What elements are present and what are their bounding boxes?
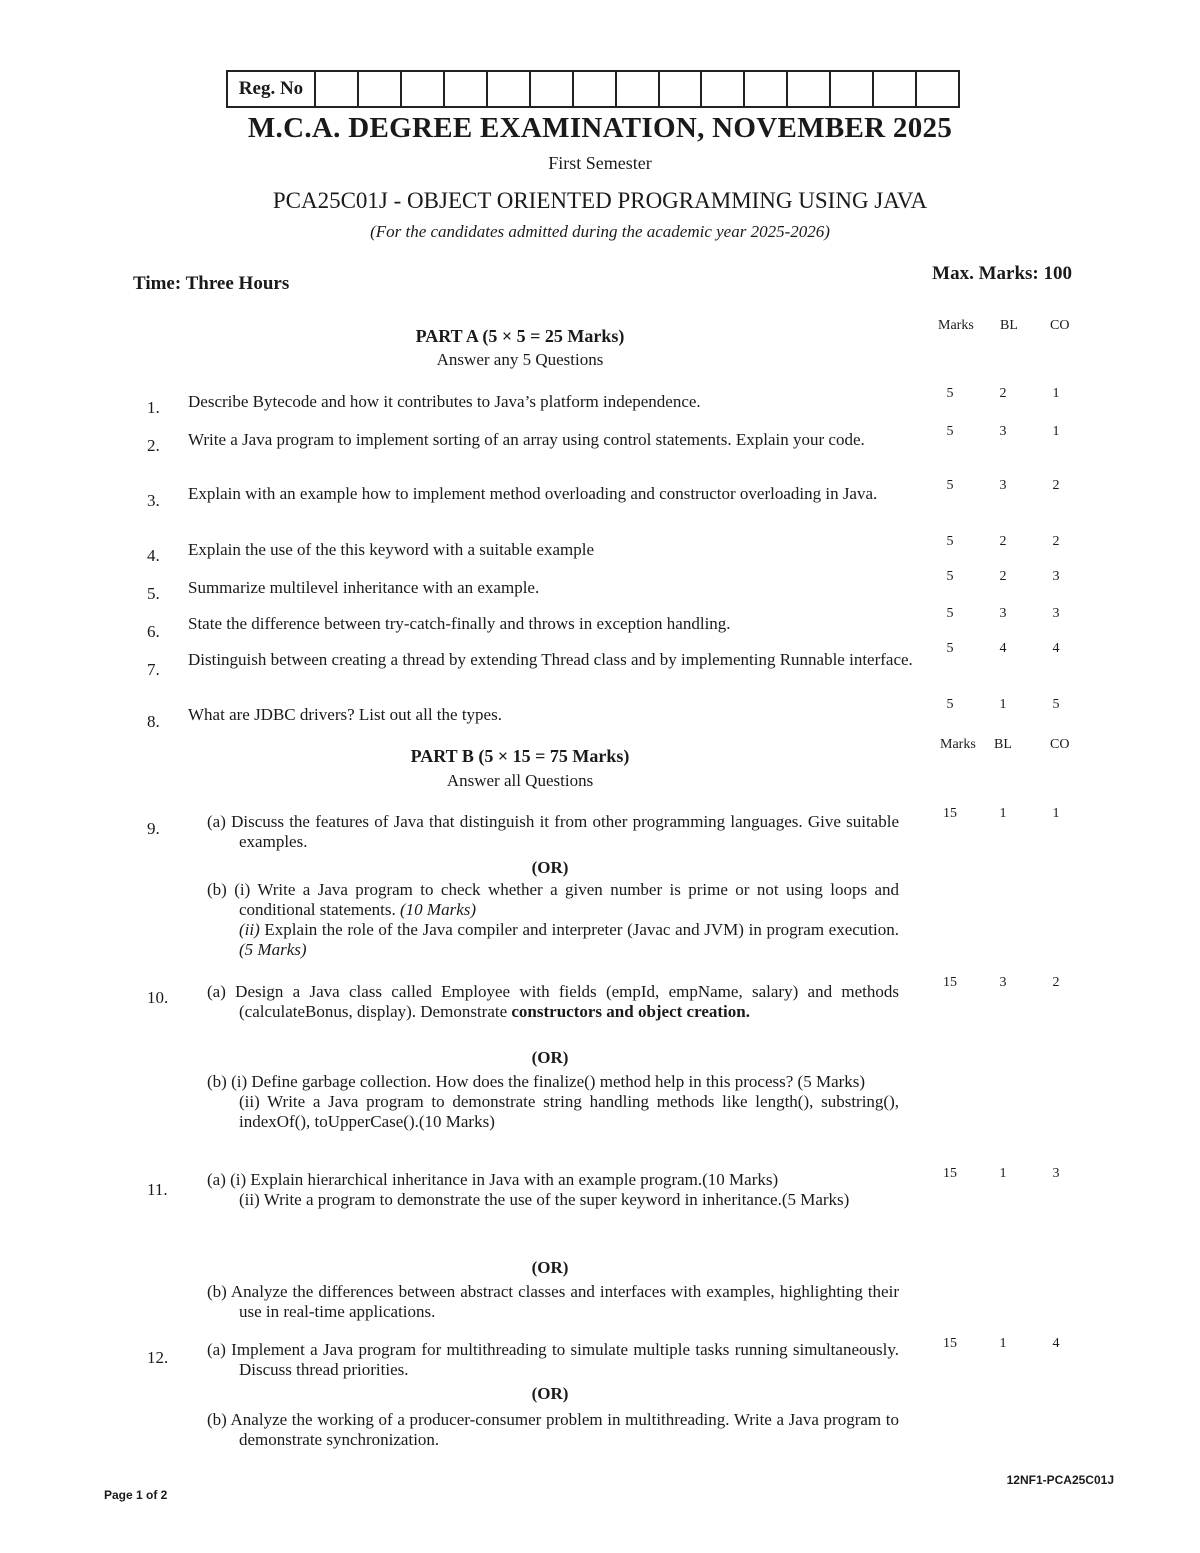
or-separator: (OR) xyxy=(531,1384,569,1403)
reg-no-cell xyxy=(574,72,617,106)
question-bl: 3 xyxy=(999,606,1007,621)
question-part-a xyxy=(207,1170,899,1210)
q11-a-ii-text: (ii) Write a program to demonstrate the use of the super keyword in inheritance.(5 Marks) xyxy=(239,1190,850,1209)
q10-a-text: (a) Design a Java class called Employee with fields (empId, empName, salary) and methods (calculateBonus, display). Demonstrate xyxy=(207,982,899,1021)
question-bl: 3 xyxy=(999,478,1007,493)
question-co: 2 xyxy=(1052,975,1060,990)
question-part-b xyxy=(207,1072,899,1132)
part-b-title: PART B (5 × 15 = 75 Marks) xyxy=(410,746,630,766)
question-number: 7. xyxy=(147,660,160,679)
question-co: 3 xyxy=(1052,1166,1060,1181)
part-b-instruction: Answer all Questions xyxy=(446,771,594,790)
question-marks: 5 xyxy=(946,386,954,401)
q9-b-ii-text: Explain the role of the Java compiler and interpreter (Javac and JVM) in program execution. xyxy=(264,920,900,939)
question-co: 2 xyxy=(1052,478,1060,493)
question-co: 2 xyxy=(1052,534,1060,549)
question-text: State the difference between try-catch-finally and throws in exception handling. xyxy=(188,614,731,633)
reg-no-cell xyxy=(660,72,703,106)
question-part-a xyxy=(207,982,899,1022)
question-bl: 2 xyxy=(999,569,1007,584)
q9-b-i-marks: (10 Marks) xyxy=(400,900,477,919)
semester: First Semester xyxy=(548,153,652,173)
question-marks: 5 xyxy=(946,569,954,584)
question-bl: 1 xyxy=(999,1336,1007,1351)
question-number: 8. xyxy=(147,712,160,731)
question-text: Explain the use of the this keyword with a suitable example xyxy=(188,540,595,559)
part-a-instruction: Answer any 5 Questions xyxy=(436,350,604,369)
or-separator: (OR) xyxy=(531,1048,569,1067)
question-number: 2. xyxy=(147,436,160,455)
question-co: 4 xyxy=(1052,1336,1060,1351)
reg-no-cell xyxy=(831,72,874,106)
col-bl-header: BL xyxy=(994,737,1012,752)
question-text: Explain with an example how to implement method overloading and constructor overloading in Java. xyxy=(188,484,878,503)
reg-no-cell xyxy=(617,72,660,106)
reg-no-cell xyxy=(316,72,359,106)
exam-duration: Time: Three Hours xyxy=(133,273,290,294)
question-marks: 5 xyxy=(946,424,954,439)
question-bl: 3 xyxy=(999,975,1007,990)
question-number: 12. xyxy=(147,1348,169,1367)
col-bl-header: BL xyxy=(1000,318,1018,333)
question-co: 1 xyxy=(1052,806,1060,821)
q11-b-text: (b) Analyze the differences between abstract classes and interfaces with examples, highlighting their use in real-time applications. xyxy=(207,1282,899,1321)
question-co: 3 xyxy=(1052,606,1060,621)
question-number: 5. xyxy=(147,584,160,603)
question-marks: 15 xyxy=(943,975,957,990)
max-marks: Max. Marks: 100 xyxy=(932,263,1072,284)
col-marks-header: Marks xyxy=(940,737,976,752)
reg-no-cell xyxy=(488,72,531,106)
or-separator: (OR) xyxy=(531,858,569,877)
q10-b-i-text: (b) (i) Define garbage collection. How does the finalize() method help in this process? (5 Marks) xyxy=(207,1072,866,1091)
reg-no-cell xyxy=(402,72,445,106)
reg-no-cell xyxy=(702,72,745,106)
q12-a-text: (a) Implement a Java program for multithreading to simulate multiple tasks running simultaneously. Discuss thread priorities. xyxy=(207,1340,899,1379)
question-bl: 3 xyxy=(999,424,1007,439)
question-marks: 5 xyxy=(946,606,954,621)
reg-no-cell xyxy=(788,72,831,106)
q12-b-text: (b) Analyze the working of a producer-consumer problem in multithreading. Write a Java program to demonstrate synchronization. xyxy=(207,1410,899,1449)
question-marks: 5 xyxy=(946,534,954,549)
question-number: 6. xyxy=(147,622,160,641)
question-text: Write a Java program to implement sorting of an array using control statements. Explain your code. xyxy=(188,430,865,449)
page-number: Page 1 of 2 xyxy=(104,1488,168,1502)
reg-no-label: Reg. No xyxy=(228,72,316,106)
reg-no-cell xyxy=(445,72,488,106)
question-number: 11. xyxy=(147,1180,168,1199)
reg-no-cell xyxy=(874,72,917,106)
question-part-a xyxy=(207,1340,899,1380)
question-co: 3 xyxy=(1052,569,1060,584)
or-separator: (OR) xyxy=(531,1258,569,1277)
question-part-a xyxy=(207,812,899,852)
question-co: 5 xyxy=(1052,697,1060,712)
question-part-b xyxy=(207,1410,899,1450)
course-title: PCA25C01J - OBJECT ORIENTED PROGRAMMING USING JAVA xyxy=(272,188,928,213)
question-bl: 2 xyxy=(999,534,1007,549)
q10-a-bold-text: constructors and object creation. xyxy=(511,1002,750,1021)
q9-b-ii-prefix: (ii) xyxy=(239,920,260,939)
question-co: 1 xyxy=(1052,386,1060,401)
question-number: 4. xyxy=(147,546,160,565)
question-co: 4 xyxy=(1052,641,1060,656)
col-marks-header: Marks xyxy=(938,318,974,333)
question-marks: 15 xyxy=(943,806,957,821)
question-marks: 5 xyxy=(946,478,954,493)
question-bl: 1 xyxy=(999,697,1007,712)
question-bl: 4 xyxy=(999,641,1007,656)
reg-no-box xyxy=(226,70,960,108)
question-number: 1. xyxy=(147,398,160,417)
col-co-header: CO xyxy=(1050,737,1070,752)
question-bl: 1 xyxy=(999,806,1007,821)
reg-no-cell xyxy=(745,72,788,106)
question-marks: 15 xyxy=(943,1166,957,1181)
question-part-b xyxy=(207,1282,899,1322)
question-text: Distinguish between creating a thread by extending Thread class and by implementing Runnable interface. xyxy=(188,650,913,669)
question-bl: 2 xyxy=(999,386,1007,401)
question-bl: 1 xyxy=(999,1166,1007,1181)
exam-title: M.C.A. DEGREE EXAMINATION, NOVEMBER 2025 xyxy=(247,112,953,144)
q9-a-text: (a) Discuss the features of Java that distinguish it from other programming languages. Give suitable examples. xyxy=(207,812,899,851)
question-marks: 5 xyxy=(946,697,954,712)
question-part-b xyxy=(207,880,899,960)
q11-a-i-text: (a) (i) Explain hierarchical inheritance in Java with an example program.(10 Marks) xyxy=(207,1170,779,1189)
question-number: 3. xyxy=(147,491,160,510)
question-text: Describe Bytecode and how it contributes to Java’s platform independence. xyxy=(188,392,701,411)
question-marks: 5 xyxy=(946,641,954,656)
col-co-header: CO xyxy=(1050,318,1070,333)
question-text: Summarize multilevel inheritance with an example. xyxy=(188,578,540,597)
reg-no-cell xyxy=(917,72,958,106)
reg-no-cell xyxy=(359,72,402,106)
question-marks: 15 xyxy=(943,1336,957,1351)
question-number: 10. xyxy=(147,988,169,1007)
admission-note: (For the candidates admitted during the academic year 2025-2026) xyxy=(370,222,830,241)
question-co: 1 xyxy=(1052,424,1060,439)
question-text: What are JDBC drivers? List out all the types. xyxy=(188,705,502,724)
q10-b-ii-text: (ii) Write a Java program to demonstrate string handling methods like length(), substring(), indexOf(), toUpperCase().(10 Marks) xyxy=(239,1092,899,1131)
part-a-title: PART A (5 × 5 = 25 Marks) xyxy=(415,326,625,346)
reg-no-cell xyxy=(531,72,574,106)
q9-b-ii-marks: (5 Marks) xyxy=(239,940,307,959)
question-number: 9. xyxy=(147,819,160,838)
q9-b-i-text: (b) (i) Write a Java program to check whether a given number is prime or not using loops and conditional statements. xyxy=(207,880,899,919)
paper-code: 12NF1-PCA25C01J xyxy=(1006,1473,1114,1487)
